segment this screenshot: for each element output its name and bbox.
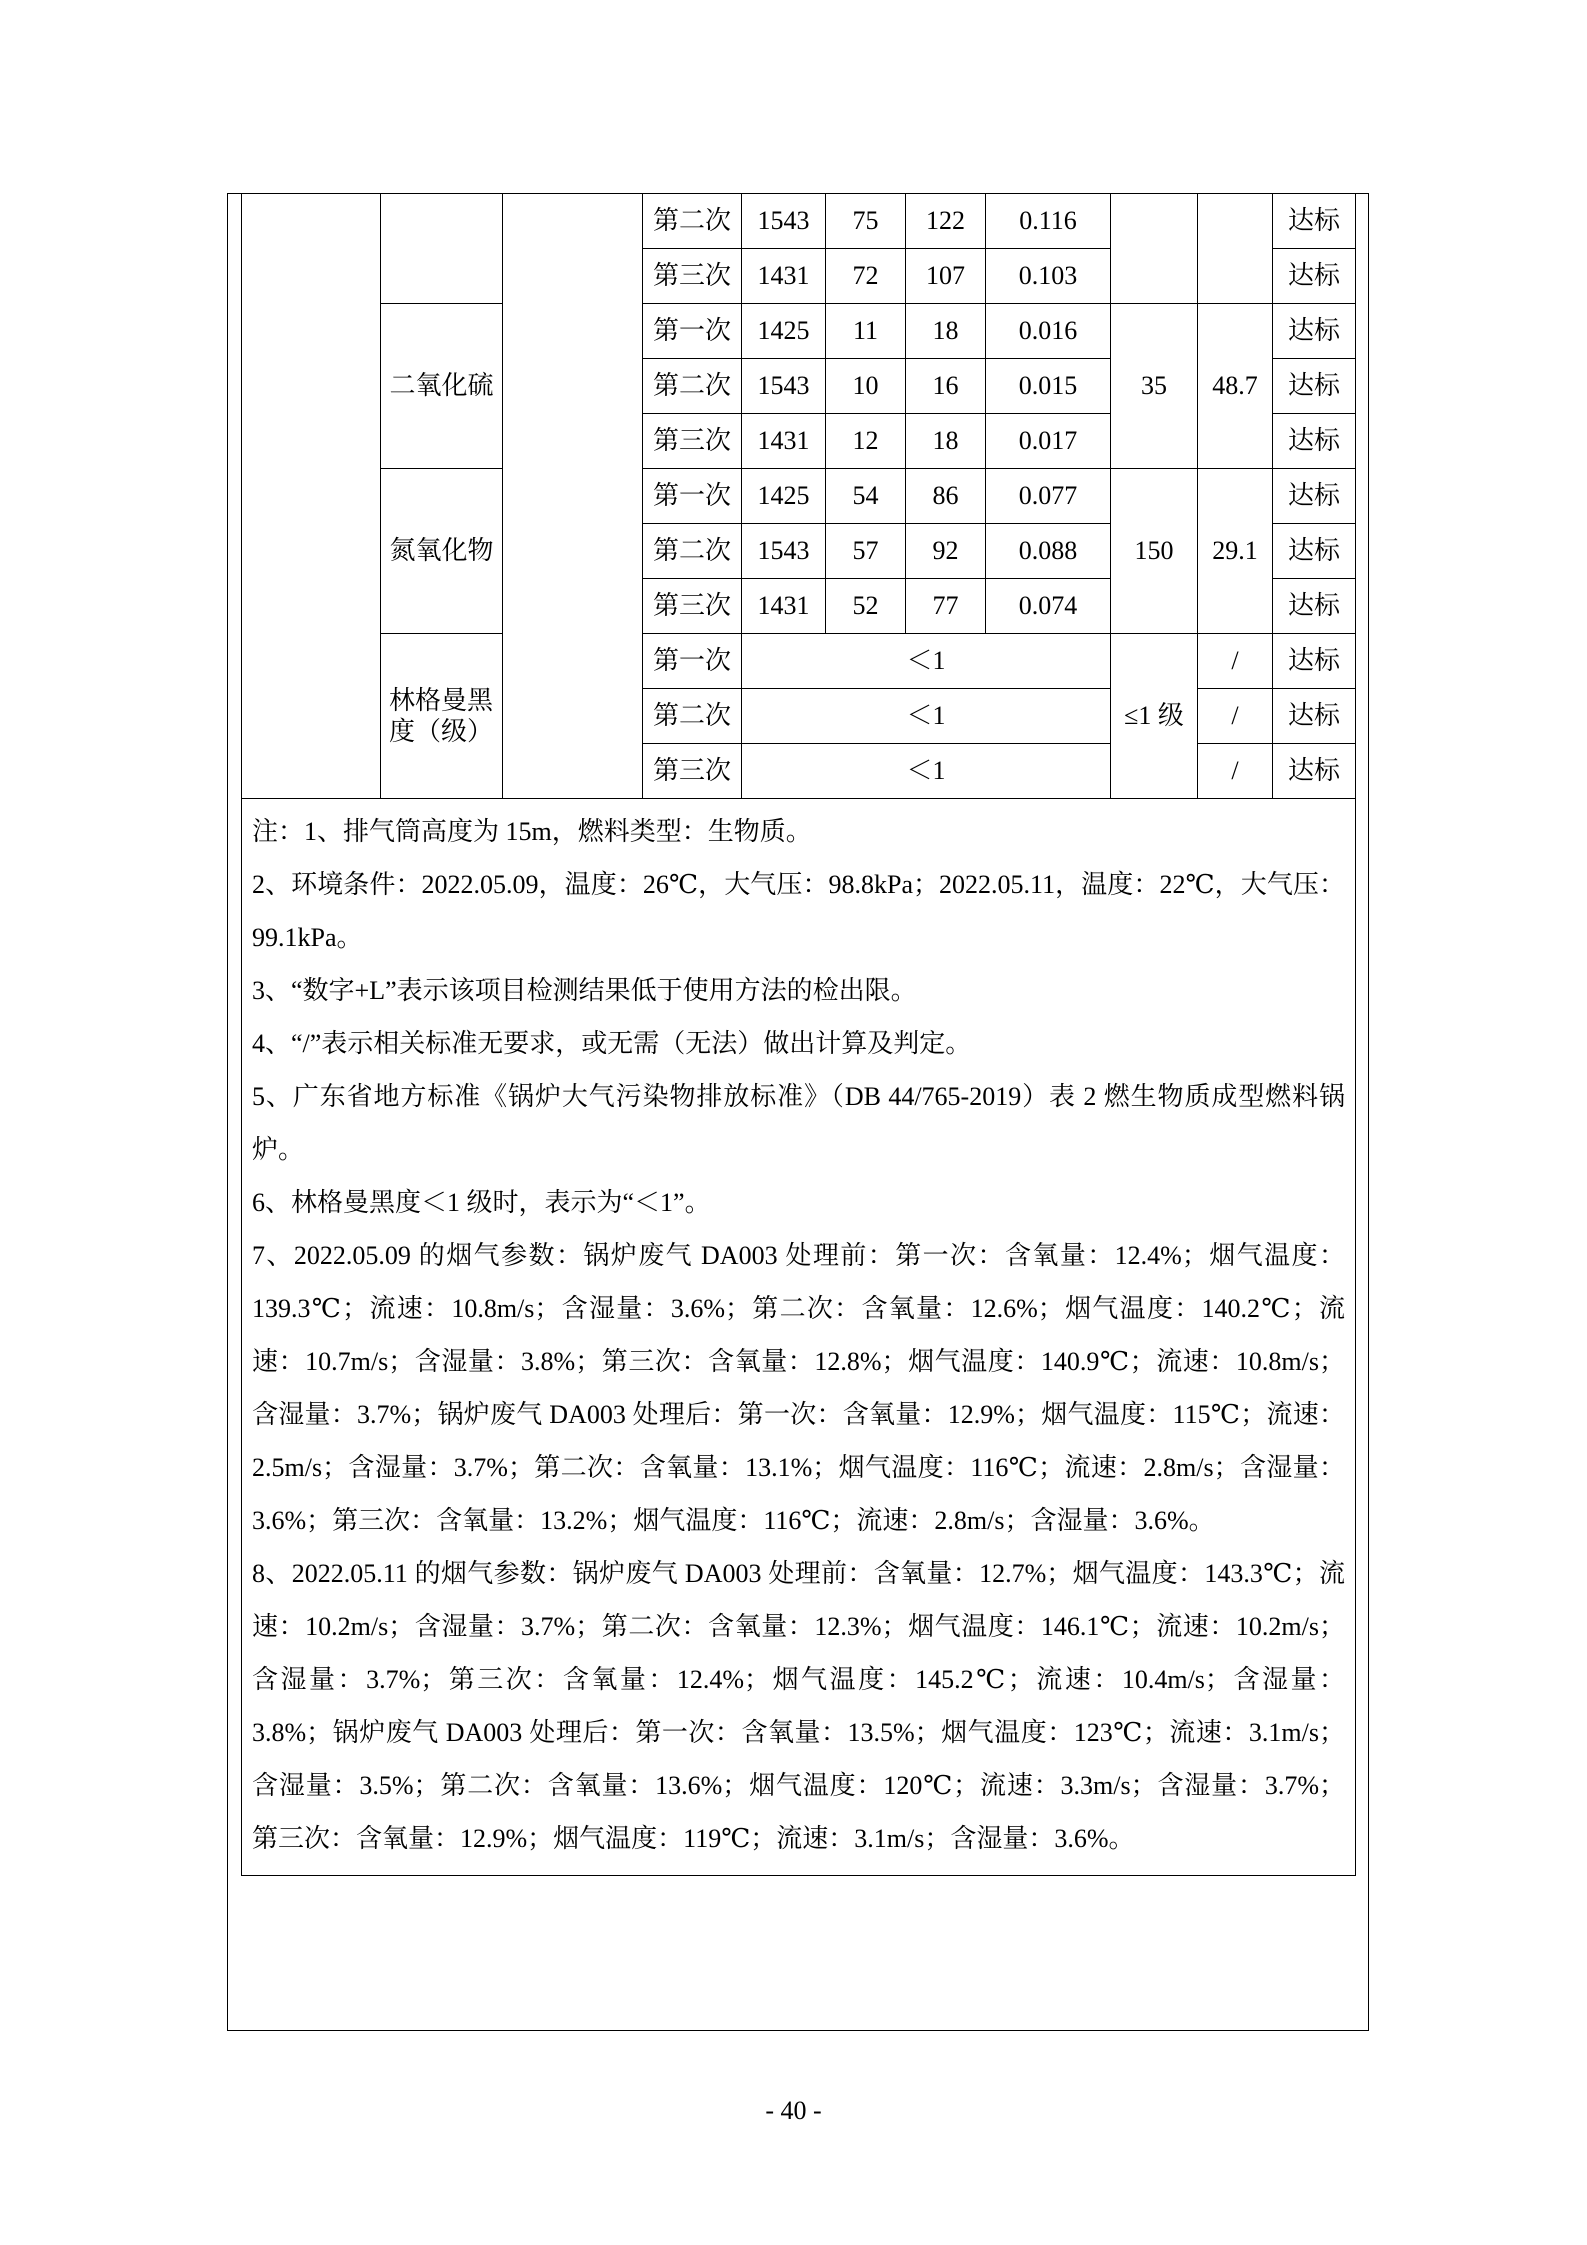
time-cell: 第二次 — [643, 359, 742, 414]
table-row — [242, 634, 1356, 689]
result-cell: 达标 — [1273, 194, 1356, 249]
value-cell: 72 — [826, 249, 906, 304]
result-cell: 达标 — [1273, 689, 1356, 744]
pollutant-name-cell: 二氧化硫 — [381, 304, 503, 469]
result-cell: 达标 — [1273, 249, 1356, 304]
value-cell: 57 — [826, 524, 906, 579]
pollutant-name-cell: 林格曼黑度（级） — [381, 634, 503, 799]
value-cell: 1425 — [742, 304, 826, 359]
limit-cell: 35 — [1111, 304, 1198, 469]
result-cell: 达标 — [1273, 469, 1356, 524]
value-cell: 0.103 — [986, 249, 1111, 304]
time-cell: 第三次 — [643, 579, 742, 634]
value-cell: 0.077 — [986, 469, 1111, 524]
value-cell: 0.015 — [986, 359, 1111, 414]
value-cell: 18 — [906, 414, 986, 469]
result-cell: 达标 — [1273, 579, 1356, 634]
value-cell: 0.088 — [986, 524, 1111, 579]
table-row — [242, 469, 1356, 524]
report-content — [241, 194, 1355, 1876]
value-cell: 75 — [826, 194, 906, 249]
page-frame — [227, 193, 1369, 2031]
notes-row — [242, 799, 1356, 1876]
note-line: 7、2022.05.09 的烟气参数：锅炉废气 DA003 处理前：第一次：含氧量：12.4%；烟气温度：139.3℃；流速：10.8m/s；含湿量：3.6%；第二次：含氧量：12.6%；烟气温度：140.2℃；流速：10.7m/s；含湿量：3.8%；第三次：含氧量：12.8%；烟气温度：140.9℃；流速：10.8m/s；含湿量：3.7%；锅炉废气 DA003 处理后：第一次：含氧量：12.9%；烟气温度：115℃；流速：2.5m/s；含湿量：3.7%；第二次：含氧量：13.1%；烟气温度：116℃；流速：2.8m/s；含湿量：3.6%；第三次：含氧量：13.2%；烟气温度：116℃；流速：2.8m/s；含湿量：3.6%。 — [252, 1241, 1345, 1535]
result-cell: 达标 — [1273, 304, 1356, 359]
value-cell: 1543 — [742, 194, 826, 249]
time-cell: 第一次 — [643, 469, 742, 524]
table-row — [242, 194, 1356, 249]
merged-cell-item-prev — [381, 194, 503, 304]
note-line: 2、环境条件：2022.05.09，温度：26℃，大气压：98.8kPa；2022.05.11，温度：22℃，大气压：99.1kPa。 — [252, 870, 1345, 952]
value-cell: 92 — [906, 524, 986, 579]
note-line: 6、林格曼黑度＜1 级时，表示为“＜1”。 — [252, 1188, 711, 1217]
value-cell: ＜1 — [742, 689, 1111, 744]
result-cell: 达标 — [1273, 744, 1356, 799]
value-cell: 0.116 — [986, 194, 1111, 249]
value-cell: 0.074 — [986, 579, 1111, 634]
limit-cell: 150 — [1111, 469, 1198, 634]
pollutant-name-cell: 氮氧化物 — [381, 469, 503, 634]
rate-cell: 48.7 — [1198, 304, 1273, 469]
rate-cell: / — [1198, 634, 1273, 689]
time-cell: 第一次 — [643, 304, 742, 359]
limit-cell — [1111, 194, 1198, 304]
value-cell: 1425 — [742, 469, 826, 524]
time-cell: 第三次 — [643, 744, 742, 799]
time-cell: 第二次 — [643, 524, 742, 579]
result-cell: 达标 — [1273, 524, 1356, 579]
table-row — [242, 304, 1356, 359]
note-line: 8、2022.05.11 的烟气参数：锅炉废气 DA003 处理前：含氧量：12.7%；烟气温度：143.3℃；流速：10.2m/s；含湿量：3.7%；第二次：含氧量：12.3%；烟气温度：146.1℃；流速：10.2m/s；含湿量：3.7%；第三次：含氧量：12.4%；烟气温度：145.2℃；流速：10.4m/s；含湿量：3.8%；锅炉废气 DA003 处理后：第一次：含氧量：13.5%；烟气温度：123℃；流速：3.1m/s；含湿量：3.5%；第二次：含氧量：13.6%；烟气温度：120℃；流速：3.3m/s；含湿量：3.7%；第三次：含氧量：12.9%；烟气温度：119℃；流速：3.1m/s；含湿量：3.6%。 — [252, 1559, 1345, 1853]
value-cell: 54 — [826, 469, 906, 524]
time-cell: 第二次 — [643, 194, 742, 249]
value-cell: 1543 — [742, 359, 826, 414]
merged-cell-sample — [242, 194, 381, 799]
value-cell: 18 — [906, 304, 986, 359]
time-cell: 第一次 — [643, 634, 742, 689]
value-cell: 0.017 — [986, 414, 1111, 469]
time-cell: 第三次 — [643, 414, 742, 469]
value-cell: 1543 — [742, 524, 826, 579]
value-cell: 77 — [906, 579, 986, 634]
rate-cell: / — [1198, 744, 1273, 799]
value-cell: 10 — [826, 359, 906, 414]
note-line: 4、“/”表示相关标准无要求，或无需（无法）做出计算及判定。 — [252, 1029, 972, 1058]
value-cell: 52 — [826, 579, 906, 634]
value-cell: 1431 — [742, 579, 826, 634]
value-cell: ＜1 — [742, 744, 1111, 799]
value-cell: 16 — [906, 359, 986, 414]
value-cell: 0.016 — [986, 304, 1111, 359]
rate-cell: / — [1198, 689, 1273, 744]
result-cell: 达标 — [1273, 359, 1356, 414]
limit-cell: ≤1 级 — [1111, 634, 1198, 799]
rate-cell — [1198, 194, 1273, 304]
value-cell: 11 — [826, 304, 906, 359]
note-line: 注：1、排气筒高度为 15m，燃料类型：生物质。 — [252, 817, 812, 846]
result-cell: 达标 — [1273, 634, 1356, 689]
value-cell: 1431 — [742, 249, 826, 304]
value-cell: ＜1 — [742, 634, 1111, 689]
time-cell: 第三次 — [643, 249, 742, 304]
result-cell: 达标 — [1273, 414, 1356, 469]
value-cell: 12 — [826, 414, 906, 469]
value-cell: 86 — [906, 469, 986, 524]
note-line: 5、广东省地方标准《锅炉大气污染物排放标准》（DB 44/765-2019）表 2 燃生物质成型燃料锅炉。 — [252, 1082, 1345, 1164]
value-cell: 107 — [906, 249, 986, 304]
time-cell: 第二次 — [643, 689, 742, 744]
monitoring-table — [241, 194, 1356, 1876]
value-cell: 122 — [906, 194, 986, 249]
note-line: 3、“数字+L”表示该项目检测结果低于使用方法的检出限。 — [252, 976, 917, 1005]
notes-cell — [242, 799, 1356, 1876]
value-cell: 1431 — [742, 414, 826, 469]
rate-cell: 29.1 — [1198, 469, 1273, 634]
merged-cell-standard — [503, 194, 643, 799]
page-number: - 40 - — [765, 2096, 822, 2125]
